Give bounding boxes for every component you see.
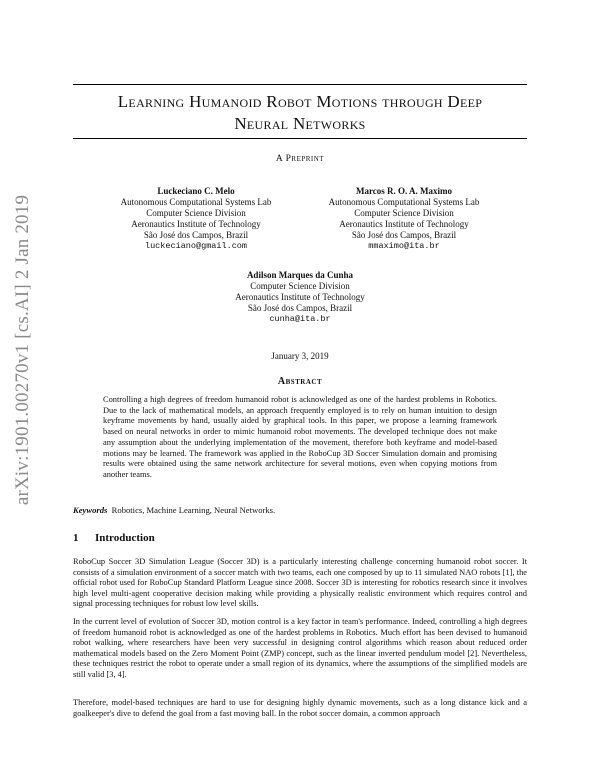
title-top-rule xyxy=(73,84,527,85)
title-line-1: Learning Humanoid Robot Motions through Deep xyxy=(117,92,483,111)
paper-date: January 3, 2019 xyxy=(271,351,329,361)
title-line-2: Neural Networks xyxy=(234,114,366,133)
arxiv-identifier[interactable]: arXiv:1901.00270v1 [cs.AI] 2 Jan 2019 xyxy=(12,194,33,506)
author-affiliation: Computer Science Division xyxy=(146,208,246,218)
author-affiliation: Aeronautics Institute of Technology xyxy=(235,292,365,302)
keywords xyxy=(73,505,527,515)
author-affiliation: Aeronautics Institute of Technology xyxy=(131,219,261,229)
body-paragraph: In the current level of evolution of Soccer 3D, motion control is a key factor in team's performance. Indeed, controlling a high degrees of freedom humanoid robot is acknowledged as one of the hardest problems in Robotics. Much effort has been devised to humanoid robot walking, where researchers have been very successful in designing control algorithms which reason about reduced order mathematical models based on the Zero Moment Point (ZMP) concept, such as the linear inverted pendulum model [2]. Nevertheless, these techniques restrict the robot to operate under a small region of its dynamics, where the assumptions of the simplified models are still valid [3, 4]. xyxy=(73,617,527,679)
author-affiliation: Aeronautics Institute of Technology xyxy=(339,219,469,229)
author-affiliation: Autonomous Computational Systems Lab xyxy=(328,197,480,207)
author-block-2 xyxy=(294,186,514,252)
author-email[interactable]: cunha@ita.br xyxy=(269,314,331,324)
author-affiliation: São José dos Campos, Brazil xyxy=(247,303,353,313)
author-block-3 xyxy=(190,270,410,325)
author-affiliation: Autonomous Computational Systems Lab xyxy=(120,197,272,207)
preprint-label: A Preprint xyxy=(275,154,325,164)
arxiv-stamp xyxy=(6,130,40,570)
author-email[interactable]: mmaximo@ita.br xyxy=(368,241,440,251)
keywords-text: Robotics, Machine Learning, Neural Networks. xyxy=(111,505,276,515)
keywords-label: Keywords xyxy=(73,505,108,515)
paper-title xyxy=(73,91,527,135)
author-affiliation: Computer Science Division xyxy=(250,281,350,291)
author-block-1 xyxy=(86,186,306,252)
author-affiliation: São José dos Campos, Brazil xyxy=(351,230,457,240)
body-paragraph: Therefore, model-based techniques are hard to use for designing highly dynamic movements, such as a long distance kick and a goalkeeper's dive to defend the goal from a fast moving ball. In the robot soccer domain, a common approach xyxy=(73,698,527,718)
author-name: Luckeciano C. Melo xyxy=(157,186,235,196)
section-number: 1 xyxy=(73,532,79,544)
title-bottom-rule xyxy=(73,138,527,139)
section-title: Introduction xyxy=(95,532,155,544)
author-affiliation: Computer Science Division xyxy=(354,208,454,218)
abstract-heading: Abstract xyxy=(277,376,323,387)
section-heading xyxy=(73,532,527,544)
author-email[interactable]: luckeciano@gmail.com xyxy=(144,241,248,251)
author-name: Marcos R. O. A. Maximo xyxy=(355,186,453,196)
author-affiliation: São José dos Campos, Brazil xyxy=(143,230,249,240)
abstract-text: Controlling a high degrees of freedom humanoid robot is acknowledged as one of the hardest problems in Robotics. Due to the lack of mathematical models, an approach frequently employed is to rely on human intuition to design keyframe movements by hand, usually aided by graphical tools. In this paper, we propose a learning framework based on neural networks in order to mimic humanoid robot movements. The developed technique does not make any assumption about the underlying implementation of the movement, therefore both keyframe and model-based motions may be learned. The framework was applied in the RoboCup 3D Soccer Simulation domain and promising results were obtained using the same network architecture for several motions, even when copying motions from another teams. xyxy=(103,395,497,479)
author-name: Adilson Marques da Cunha xyxy=(246,270,354,280)
body-paragraph: RoboCup Soccer 3D Simulation League (Soccer 3D) is a particularly interesting challenge concerning humanoid robot soccer. It consists of a simulation environment of a soccer match with two teams, each one composed by up to 11 simulated NAO robots [1], the official robot used for RoboCup Standard Platform League since 2008. Soccer 3D is interesting for robotics research since it involves high level multi-agent cooperative decision making while providing a physically realistic environment which requires control and signal processing techniques for robust low level skills. xyxy=(73,557,527,609)
